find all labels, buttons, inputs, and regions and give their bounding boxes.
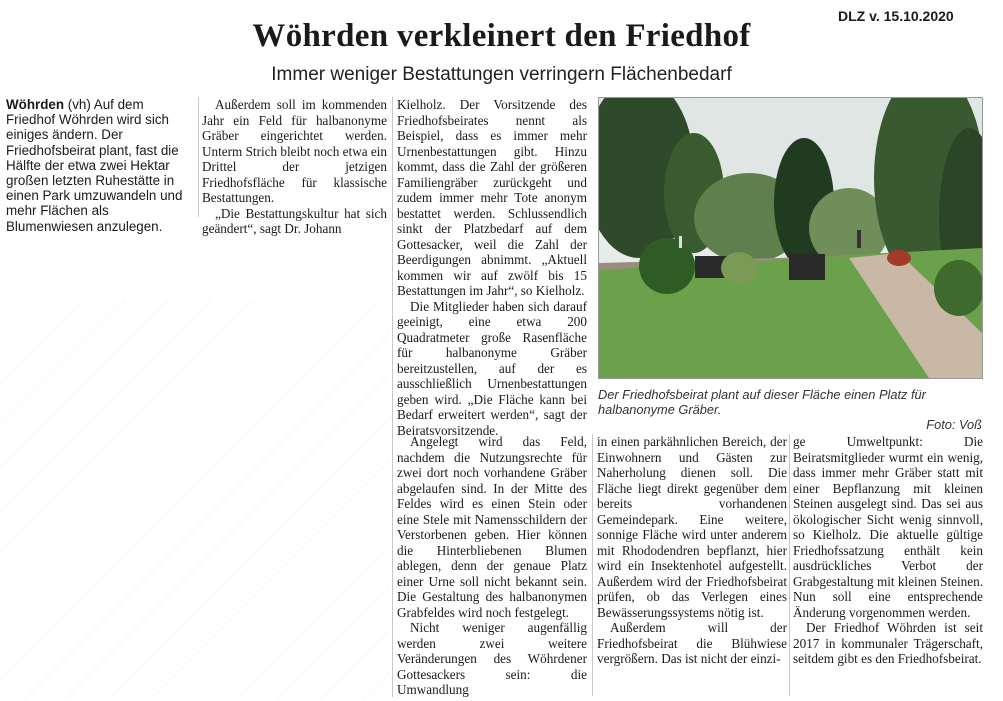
column-divider (789, 434, 790, 696)
paragraph: Angelegt wird das Feld, nachdem die Nutzungsrechte für zwei dort noch vorhandene Gräber abgelaufen sind. In der Mitte des Feldes wird es einen Stein oder eine Stele mit Namensschildern der Verstorbenen geben. Hier können die Hinterbliebenen Blumen ablegen, denn der genaue Platz einer Urne soll nicht bekannt sein. Die Gestaltung des halbanonymen Grabfeldes wird noch festgelegt. (397, 434, 587, 620)
paragraph: Der Friedhof Wöhrden ist seit 2017 in kommunaler Trägerschaft, seitdem gibt es den Friedhofsbeirat. (793, 620, 983, 666)
column-divider (392, 97, 393, 697)
column-divider (198, 97, 199, 217)
caption-text: Der Friedhofsbeirat plant auf dieser Fläche einen Platz für halbanonyme Gräber. (598, 387, 926, 417)
article-column-4 (597, 434, 787, 667)
source-label: DLZ v. 15.10.2020 (838, 8, 954, 24)
cemetery-photo (598, 97, 983, 379)
paragraph: in einen parkähnlichen Bereich, der Einwohnern und Gästen zur Naherholung dienen soll. Die Fläche liegt direkt gegenüber dem bereits vorhandenen Gemeindepark. Eine weitere, sonnige Fläche wird unter anderem mit Rhododendren bepflanzt, hier wird ein Insektenhotel aufgestellt. Außerdem wird der Friedhofsbeirat prüfen, ob das Verlegen eines Bewässerungssystems nötig ist. (597, 434, 787, 620)
paragraph: Die Mitglieder haben sich darauf geeinigt, eine etwa 200 Quadratmeter große Rasenfläche für halbanonyme Gräber bereitzustellen, auf der es ausschließlich Urnenbestattungen geben wird. „Die Fläche kann bei Bedarf erweitert werden“, sagt der Beiratsvorsitzende. (397, 298, 587, 438)
paragraph: „Die Bestattungskultur hat sich geändert“, sagt Dr. Johann (202, 205, 387, 236)
photo-caption (598, 387, 982, 432)
paragraph: Kielholz. Der Vorsitzende des Friedhofsbeirates nennt als Beispiel, dass es immer mehr Urnenbestattungen gibt. Hinzu kommt, dass die Zahl der größeren Familiengräber zurückgeht und zudem immer mehr Tote anonym bestattet werden. Schlussendlich sinkt der Platzbedarf auf dem Gottesacker, weil die Zahl der Beerdigungen abnimmt. „Aktuell kommen wir auf zwölf bis 15 Bestattungen im Jahr“, so Kielholz. (397, 97, 587, 298)
column-divider (592, 434, 593, 696)
paragraph: ge Umweltpunkt: Die Beiratsmitglieder wurmt ein wenig, dass immer mehr Gräber statt mit einer Bepflanzung mit kleinen Steinen ausgelegt sind. Das sei aus ökologischer Sicht wenig sinnvoll, so Kielholz. Die aktuelle gültige Friedhofssatzung enthält kein ausdrückliches Verbot der Grabgestaltung mit kleinen Steinen. Nun soll eine entsprechende Änderung vorgenommen werden. (793, 434, 983, 620)
headline: Wöhrden verkleinert den Friedhof (252, 18, 751, 54)
dateline-place: Wöhrden (6, 97, 65, 112)
photo-credit: Foto: Voß (926, 417, 982, 432)
paragraph: Außerdem soll im kommenden Jahr ein Feld für halbanonyme Gräber eingerichtet werden. Unterm Strich bleibt noch etwa ein Drittel der jetzigen Friedhofsfläche für klassische Bestattungen. (202, 97, 387, 205)
lead-paragraph (6, 97, 196, 234)
paragraph: Außerdem will der Friedhofsbeirat die Blühwiese vergrößern. Das ist nicht der einzi- (597, 620, 787, 666)
article-column-2 (202, 97, 387, 237)
paragraph: Nicht weniger augenfällig werden zwei weitere Veränderungen des Wöhrdener Gottesackers sein: die Umwandlung (397, 620, 587, 697)
paper-texture (0, 300, 390, 700)
article-column-3-bottom (397, 434, 587, 698)
article-column-5 (793, 434, 983, 667)
lead-text: (vh) Auf dem Friedhof Wöhrden wird sich einiges ändern. Der Friedhofsbeirat plant, fast die Hälfte der etwa zwei Hektar großen letzten Ruhestätte in einen Park umzuwandeln und mehr Flächen als Blumenwiesen anzulegen. (6, 97, 183, 234)
article-column-3-top (397, 97, 587, 438)
subheadline: Immer weniger Bestattungen verringern Flächenbedarf (271, 64, 732, 85)
